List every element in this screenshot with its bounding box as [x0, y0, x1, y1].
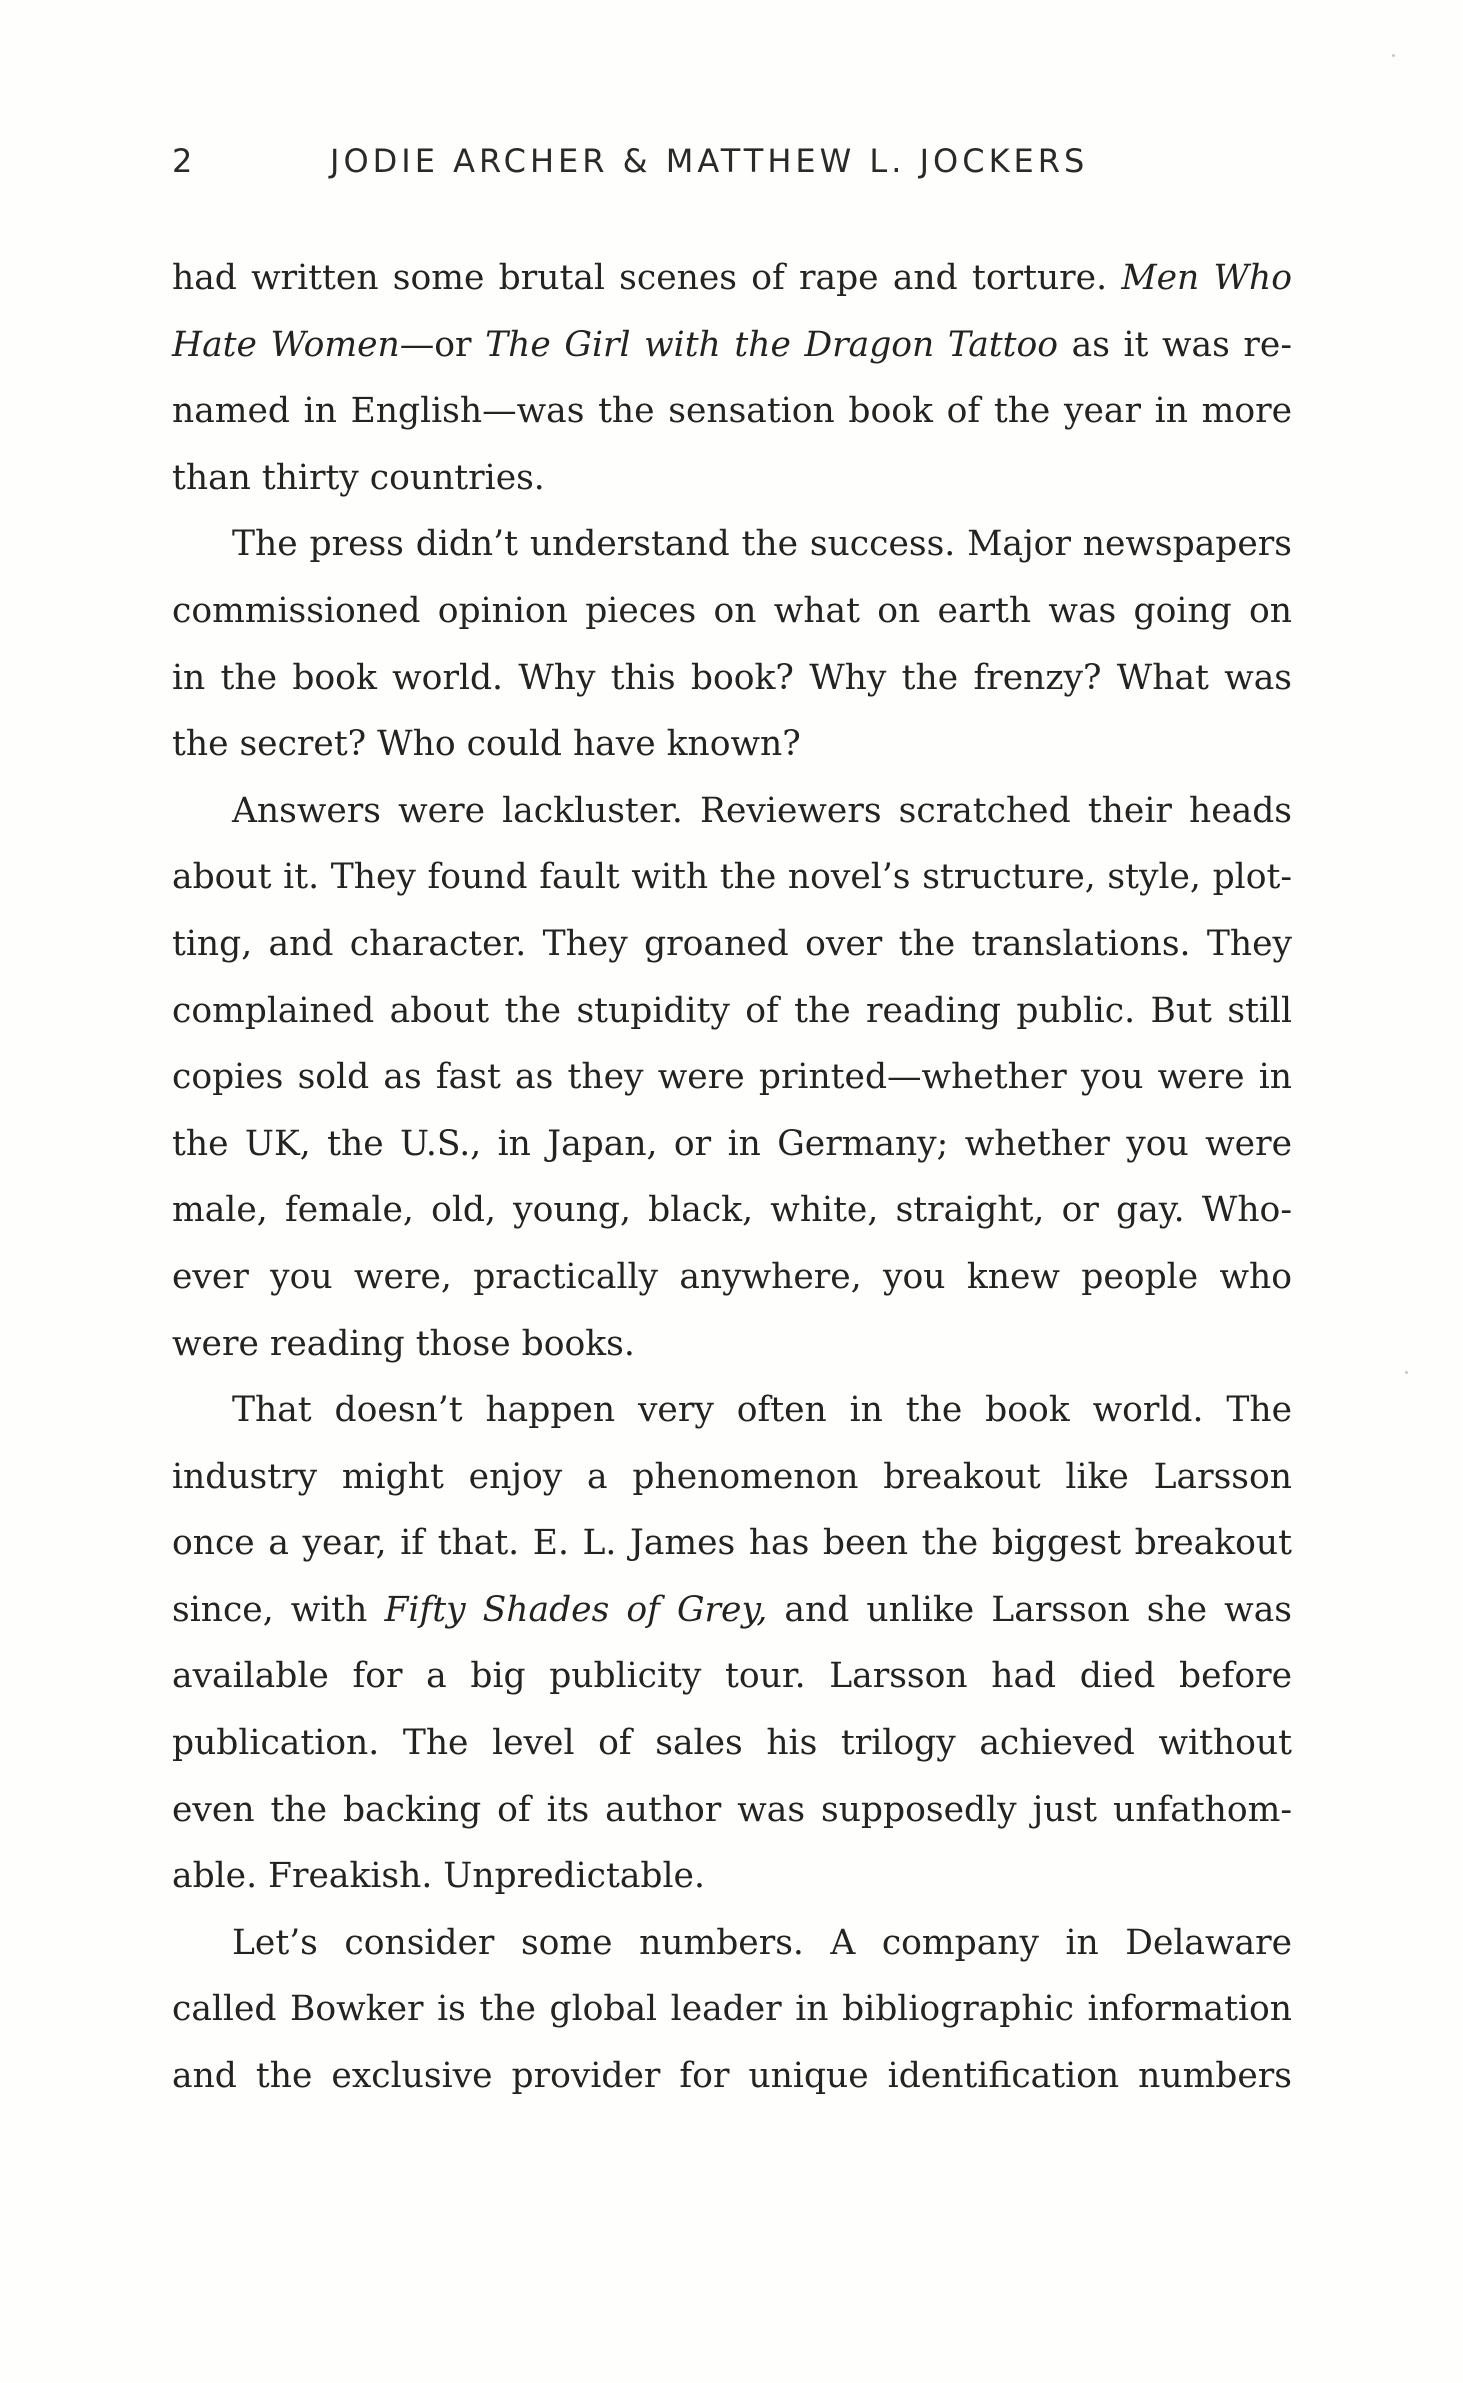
text-line	[172, 1910, 1292, 1977]
text-run: able. Freakish. Unpredictable.	[172, 1856, 705, 1897]
body-text	[172, 245, 1292, 2110]
paper-speck	[1392, 54, 1395, 57]
text-run: as it was re-	[1058, 324, 1292, 365]
text-run: ting, and character. They groaned over the translations. They	[172, 923, 1292, 964]
text-line	[172, 378, 1292, 445]
text-line	[172, 1244, 1292, 1311]
text-run: commissioned opinion pieces on what on earth was going on	[172, 590, 1292, 631]
text-line	[172, 1843, 1292, 1910]
text-run: ever you were, practically anywhere, you knew people who	[172, 1256, 1292, 1297]
text-line	[172, 445, 1292, 512]
text-line	[172, 1111, 1292, 1178]
text-line	[172, 978, 1292, 1045]
italic-text-run: The Girl with the Dragon Tattoo	[485, 324, 1059, 365]
text-run: Let’s consider some numbers. A company in Delaware	[232, 1922, 1292, 1963]
text-run: male, female, old, young, black, white, straight, or gay. Who-	[172, 1190, 1292, 1231]
text-line	[172, 312, 1292, 379]
text-line	[172, 645, 1292, 712]
text-line	[172, 844, 1292, 911]
text-run: That doesn’t happen very often in the book world. The	[232, 1390, 1292, 1431]
text-run: publication. The level of sales his trilogy achieved without	[172, 1723, 1292, 1764]
text-run: once a year, if that. E. L. James has been the biggest breakout	[172, 1523, 1292, 1564]
text-line	[172, 1510, 1292, 1577]
text-line	[172, 1976, 1292, 2043]
text-run: —or	[399, 324, 486, 365]
text-line	[172, 1044, 1292, 1111]
running-head	[172, 142, 1088, 180]
text-run: complained about the stupidity of the reading public. But still	[172, 990, 1292, 1031]
text-line	[172, 1577, 1292, 1644]
text-run: copies sold as fast as they were printed—whether you were in	[172, 1057, 1292, 1098]
text-line	[172, 1311, 1292, 1378]
text-run: the secret? Who could have known?	[172, 724, 801, 765]
paper-speck	[1405, 1371, 1408, 1374]
running-title: JODIE ARCHER & MATTHEW L. JOCKERS	[330, 142, 1089, 180]
text-run: in the book world. Why this book? Why the frenzy? What was	[172, 657, 1292, 698]
text-line	[172, 578, 1292, 645]
text-line	[172, 1777, 1292, 1844]
page-number: 2	[172, 142, 197, 180]
text-run: Answers were lackluster. Reviewers scratched their heads	[232, 790, 1292, 831]
text-run: available for a big publicity tour. Larsson had died before	[172, 1656, 1292, 1697]
text-run: since, with	[172, 1589, 385, 1630]
italic-text-run: Hate Women	[172, 324, 400, 365]
text-line	[172, 2043, 1292, 2110]
text-line	[172, 911, 1292, 978]
text-line	[172, 1177, 1292, 1244]
text-run: had written some brutal scenes of rape and torture.	[172, 258, 1122, 298]
text-line	[172, 1710, 1292, 1777]
text-run: named in English—was the sensation book of the year in more	[172, 391, 1292, 432]
text-run: were reading those books.	[172, 1323, 635, 1364]
text-line	[172, 711, 1292, 778]
text-line	[172, 1444, 1292, 1511]
text-run: and unlike Larsson she was	[767, 1589, 1292, 1630]
text-run: The press didn’t understand the success. Major newspapers	[232, 524, 1292, 565]
text-run: even the backing of its author was supposedly just unfathom-	[172, 1789, 1292, 1830]
text-line	[172, 1377, 1292, 1444]
text-run: industry might enjoy a phenomenon breakout like Larsson	[172, 1456, 1292, 1497]
text-line	[172, 1643, 1292, 1710]
text-run: than thirty countries.	[172, 457, 545, 498]
text-run: about it. They found fault with the novel’s structure, style, plot-	[172, 857, 1292, 898]
italic-text-run: Men Who	[1121, 258, 1292, 298]
text-run: called Bowker is the global leader in bibliographic information	[172, 1989, 1292, 2030]
text-line	[172, 778, 1292, 845]
text-line	[172, 245, 1292, 312]
italic-text-run: Fifty Shades of Grey,	[384, 1589, 768, 1630]
text-run: the UK, the U.S., in Japan, or in Germany; whether you were	[172, 1123, 1292, 1164]
text-run: and the exclusive provider for unique identification numbers	[172, 2056, 1292, 2097]
text-line	[172, 511, 1292, 578]
